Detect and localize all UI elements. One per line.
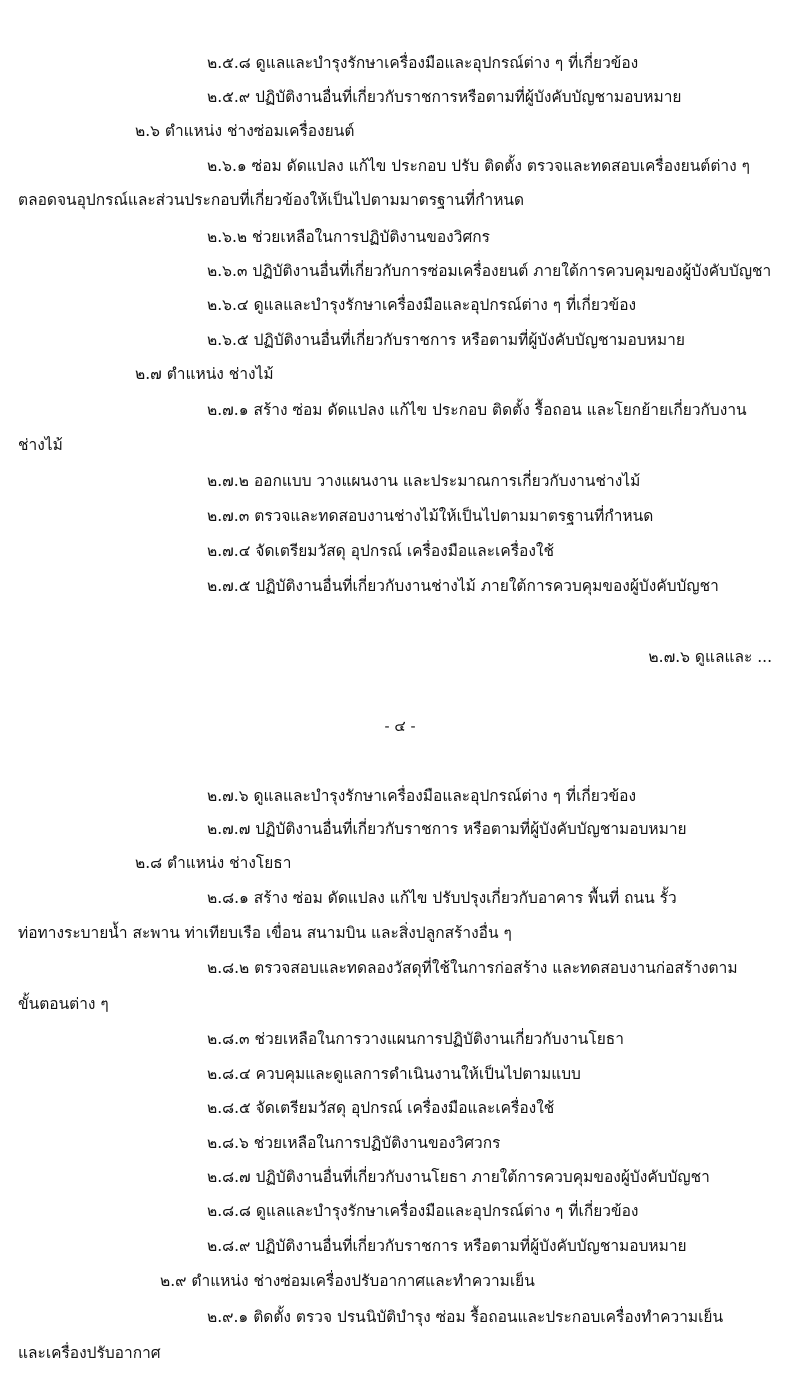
clause-2-7-5: ๒.๗.๕ ปฏิบัติงานอื่นที่เกี่ยวกับงานช่างไม้ ภายใต้การควบคุมของผู้บังคับบัญชา bbox=[207, 577, 719, 595]
clause-2-7-2: ๒.๗.๒ ออกแบบ วางแผนงาน และประมาณการเกี่ยวกับงานช่างไม้ bbox=[207, 472, 641, 490]
clause-2-8-1: ๒.๘.๑ สร้าง ซ่อม ดัดแปลง แก้ไข ปรับปรุงเกี่ยวกับอาคาร พื้นที่ ถนน รั้ว bbox=[207, 889, 677, 907]
clause-2-8-4: ๒.๘.๔ ควบคุมและดูแลการดำเนินงานให้เป็นไปตามแบบ bbox=[207, 1065, 581, 1083]
clause-2-8-2: ๒.๘.๒ ตรวจสอบและทดลองวัสดุที่ใช้ในการก่อสร้าง และทดสอบงานก่อสร้างตาม bbox=[207, 959, 738, 977]
clause-2-9-1: ๒.๙.๑ ติดตั้ง ตรวจ ปรนนิบัติบำรุง ซ่อม รื้อถอนและประกอบเครื่องทำความเย็น bbox=[207, 1308, 724, 1326]
clause-2-7-1-cont: ช่างไม้ bbox=[18, 436, 63, 454]
clause-2-7-3: ๒.๗.๓ ตรวจและทดสอบงานช่างไม้ให้เป็นไปตามมาตรฐานที่กำหนด bbox=[207, 507, 654, 525]
clause-2-7-6: ๒.๗.๖ ดูแลและบำรุงรักษาเครื่องมือและอุปกรณ์ต่าง ๆ ที่เกี่ยวข้อง bbox=[207, 787, 637, 805]
clause-2-5-8: ๒.๕.๘ ดูแลและบำรุงรักษาเครื่องมือและอุปกรณ์ต่าง ๆ ที่เกี่ยวข้อง bbox=[207, 54, 639, 72]
clause-2-6-1: ๒.๖.๑ ซ่อม ดัดแปลง แก้ไข ประกอบ ปรับ ติดตั้ง ตรวจและทดสอบเครื่องยนต์ต่าง ๆ bbox=[207, 157, 750, 175]
clause-2-9-1-cont: และเครื่องปรับอากาศ bbox=[18, 1344, 161, 1362]
clause-2-8-6: ๒.๘.๖ ช่วยเหลือในการปฏิบัติงานของวิศวกร bbox=[207, 1134, 501, 1152]
clause-2-8-2-cont: ขั้นตอนต่าง ๆ bbox=[18, 995, 109, 1013]
clause-2-5-9: ๒.๕.๙ ปฏิบัติงานอื่นที่เกี่ยวกับราชการหรือตามที่ผู้บังคับบัญชามอบหมาย bbox=[207, 88, 682, 106]
heading-2-6: ๒.๖ ตำแหน่ง ช่างซ่อมเครื่องยนต์ bbox=[135, 122, 355, 140]
heading-2-7: ๒.๗ ตำแหน่ง ช่างไม้ bbox=[135, 365, 274, 383]
page-number: - ๔ - bbox=[384, 717, 416, 735]
clause-2-8-5: ๒.๘.๕ จัดเตรียมวัสดุ อุปกรณ์ เครื่องมือและเครื่องใช้ bbox=[207, 1099, 555, 1117]
heading-2-8: ๒.๘ ตำแหน่ง ช่างโยธา bbox=[135, 854, 292, 872]
heading-2-9: ๒.๙ ตำแหน่ง ช่างซ่อมเครื่องปรับอากาศและทำความเย็น bbox=[160, 1272, 535, 1290]
continuation-marker: ๒.๗.๖ ดูแลและ ... bbox=[648, 648, 772, 666]
clause-2-7-7: ๒.๗.๗ ปฏิบัติงานอื่นที่เกี่ยวกับราชการ หรือตามที่ผู้บังคับบัญชามอบหมาย bbox=[207, 820, 687, 838]
clause-2-8-3: ๒.๘.๓ ช่วยเหลือในการวางแผนการปฏิบัติงานเกี่ยวกับงานโยธา bbox=[207, 1030, 624, 1048]
clause-2-6-1-cont: ตลอดจนอุปกรณ์และส่วนประกอบที่เกี่ยวข้องให้เป็นไปตามมาตรฐานที่กำหนด bbox=[18, 191, 525, 209]
clause-2-7-1: ๒.๗.๑ สร้าง ซ่อม ดัดแปลง แก้ไข ประกอบ ติดตั้ง รื้อถอน และโยกย้ายเกี่ยวกับงาน bbox=[207, 401, 747, 419]
clause-2-8-1-cont: ท่อทางระบายน้ำ สะพาน ท่าเทียบเรือ เขื่อน สนามบิน และสิ่งปลูกสร้างอื่น ๆ bbox=[18, 924, 512, 942]
clause-2-8-8: ๒.๘.๘ ดูแลและบำรุงรักษาเครื่องมือและอุปกรณ์ต่าง ๆ ที่เกี่ยวข้อง bbox=[207, 1202, 639, 1220]
clause-2-6-3: ๒.๖.๓ ปฏิบัติงานอื่นที่เกี่ยวกับการซ่อมเครื่องยนต์ ภายใต้การควบคุมของผู้บังคับบัญชา bbox=[207, 262, 772, 280]
clause-2-8-7: ๒.๘.๗ ปฏิบัติงานอื่นที่เกี่ยวกับงานโยธา ภายใต้การควบคุมของผู้บังคับบัญชา bbox=[207, 1168, 710, 1186]
clause-2-6-2: ๒.๖.๒ ช่วยเหลือในการปฏิบัติงานของวิศกร bbox=[207, 228, 491, 246]
clause-2-8-9: ๒.๘.๙ ปฏิบัติงานอื่นที่เกี่ยวกับราชการ หรือตามที่ผู้บังคับบัญชามอบหมาย bbox=[207, 1237, 687, 1255]
clause-2-7-4: ๒.๗.๔ จัดเตรียมวัสดุ อุปกรณ์ เครื่องมือและเครื่องใช้ bbox=[207, 542, 555, 560]
clause-2-6-5: ๒.๖.๕ ปฏิบัติงานอื่นที่เกี่ยวกับราชการ หรือตามที่ผู้บังคับบัญชามอบหมาย bbox=[207, 331, 685, 349]
clause-2-6-4: ๒.๖.๔ ดูแลและบำรุงรักษาเครื่องมือและอุปกรณ์ต่าง ๆ ที่เกี่ยวข้อง bbox=[207, 296, 637, 314]
